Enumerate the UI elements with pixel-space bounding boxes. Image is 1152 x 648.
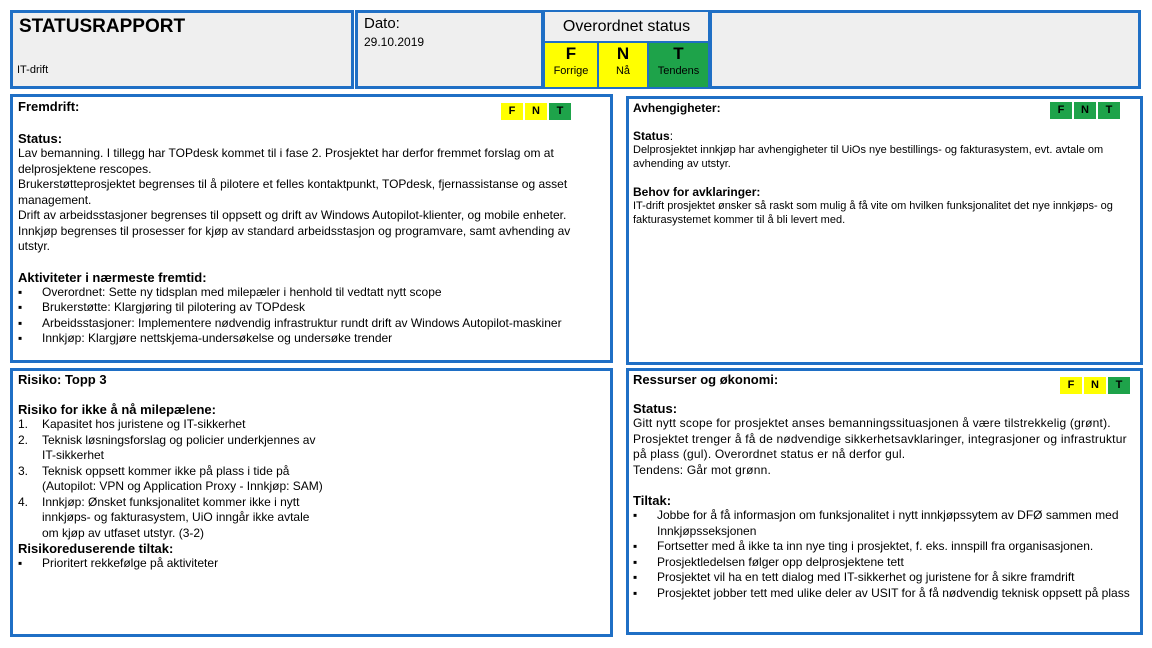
list-item: [18, 556, 605, 572]
bullet-marker: ▪: [633, 585, 638, 600]
fremdrift-status-text: [18, 146, 605, 255]
status-naa: [599, 43, 649, 87]
actions-list: [633, 508, 1136, 601]
list-item-text: Kapasitet hos juristene og IT-sikkerhet: [42, 417, 246, 431]
status-letter: T: [673, 44, 684, 63]
list-item-text: Overordnet: Sette ny tidsplan med milepæler i henhold til vedtatt nytt scope: [42, 284, 442, 299]
status-letter: F: [565, 44, 577, 63]
report-subtitle: IT-drift: [17, 64, 49, 76]
avh-status-label: Status: [633, 129, 670, 143]
list-item-text: Innkjøp: Klargjøre nettskjema-undersøkelse og undersøke trender: [42, 331, 393, 345]
status-paragraph: Gitt nytt scope for prosjektet anses bemanningssituasjonen å være tilstrekkelig (grønt). Prosjektet trenger å få de nødvendige sikkerhetsavklaringer, integrasjoner og infrastruktur på plass (gul). Overordnet status er nå derfor gul.: [633, 416, 1127, 461]
status-caption: Nå: [615, 65, 631, 77]
report-title: STATUSRAPPORT: [19, 16, 186, 37]
status-caption: Tendens: [657, 65, 700, 77]
list-item: [18, 300, 605, 316]
overall-status-label: Overordnet status: [545, 12, 708, 43]
list-item-text: Fortsetter med å ikke ta inn nye ting i prosjektet, f. eks. innspill fra organisasjonen.: [657, 539, 1094, 553]
avh-needs-label: Behov for avklaringer:: [633, 185, 761, 199]
risiko-title: Risiko: Topp 3: [18, 372, 107, 387]
bullet-marker: ▪: [18, 556, 23, 570]
fnt-f: F: [1050, 102, 1072, 119]
status-paragraph: Tendens: Går mot grønn.: [633, 462, 771, 477]
avh-status-text: Delprosjektet innkjøp har avhengigheter til UiOs nye bestillings- og fakturasystem, evt. avtale om avhending av utstyr.: [633, 144, 1104, 170]
list-item-text: Jobbe for å få informasjon om funksjonalitet i nytt innkjøpssytem av DFØ sammen med Innkjøpsseksjonen: [657, 508, 1119, 538]
date-box: [355, 10, 544, 89]
bullet-marker: ▪: [18, 300, 23, 314]
fnt-n: N: [1084, 377, 1106, 394]
res-status-text: [633, 416, 1136, 478]
bullet-marker: ▪: [18, 284, 23, 299]
list-item: [18, 316, 605, 332]
ressurser-title: Ressurser og økonomi:: [633, 372, 779, 387]
fremdrift-fnt: [501, 103, 573, 120]
ressurser-panel: [626, 368, 1143, 635]
fnt-f: F: [501, 103, 523, 120]
ressurser-fnt: [1060, 377, 1132, 394]
title-box: [10, 10, 354, 89]
list-item-text: Prosjektet vil ha en tett dialog med IT-sikkerhet og juristene for å sikre framdrift: [657, 570, 1075, 584]
list-item: [633, 586, 1136, 602]
list-item: [18, 464, 328, 495]
list-item-text: Arbeidsstasjoner: Implementere nødvendig infrastruktur rundt drift av Windows Autopilot-maskiner: [42, 315, 562, 330]
bullet-marker: ▪: [18, 331, 23, 345]
status-tendens: [649, 43, 708, 87]
status-paragraph: Drift av arbeidsstasjoner begrenses til oppsett og drift av Windows Autopilot-klienter, og mobile enheter.: [18, 208, 567, 222]
fnt-t: T: [1098, 102, 1120, 119]
status-caption: Forrige: [553, 65, 589, 77]
list-item: [18, 417, 328, 433]
avhengigheter-fnt: [1050, 102, 1122, 119]
list-item-text: Brukerstøtte: Klargjøring til pilotering av TOPdesk: [42, 300, 305, 314]
fnt-n: N: [525, 103, 547, 120]
fnt-f: F: [1060, 377, 1082, 394]
date-value: 29.10.2019: [364, 35, 425, 49]
risiko-sub-label: Risiko for ikke å nå milepælene:: [18, 402, 216, 417]
overall-status: [543, 10, 710, 89]
list-item: [18, 495, 328, 542]
list-item: [633, 570, 1136, 586]
bullet-marker: 1.: [18, 417, 29, 431]
list-item-text: Teknisk løsningsforslag og policier underkjennes av IT-sikkerhet: [42, 432, 316, 462]
fnt-t: T: [549, 103, 571, 120]
bullet-marker: 3.: [18, 463, 29, 478]
fremdrift-title: Fremdrift:: [18, 99, 80, 114]
res-status-label: Status:: [633, 401, 678, 416]
bullet-marker: ▪: [633, 539, 638, 553]
list-item-text: Prosjektet jobber tett med ulike deler av USIT for å få nødvendig teknisk oppsett på plass: [657, 585, 1130, 600]
bullet-marker: 2.: [18, 432, 29, 447]
list-item: [18, 331, 605, 347]
fnt-n: N: [1074, 102, 1096, 119]
avhengigheter-title: Avhengigheter:: [633, 101, 721, 115]
list-item-text: Prosjektledelsen følger opp delprosjektene tett: [657, 554, 904, 569]
list-item: [633, 539, 1136, 555]
bullet-marker: 4.: [18, 494, 29, 509]
measures-list: [18, 556, 605, 572]
status-forrige: [545, 43, 599, 87]
bullet-marker: ▪: [633, 508, 638, 522]
avh-needs-text: IT-drift prosjektet ønsker så raskt som mulig å få vite om hvilken funksjonalitet det nye innkjøps- og fakturasystemet kommer til å bli levert med.: [633, 200, 1113, 226]
bullet-marker: ▪: [633, 570, 638, 584]
bullet-marker: ▪: [18, 315, 23, 330]
overall-status-cells: [545, 43, 708, 87]
status-letter: N: [616, 44, 630, 63]
fremdrift-panel: [10, 94, 613, 363]
status-paragraph: Lav bemanning. I tillegg har TOPdesk kommet til i fase 2. Prosjektet har derfor fremmet forslag om at delprosjektene rescopes.: [18, 146, 554, 176]
list-item-text: Prioritert rekkefølge på aktiviteter: [42, 556, 219, 570]
status-paragraph: Innkjøp begrenses til prosesser for kjøp av standard arbeidsstasjon og programvare, samt avhending av utstyr.: [18, 223, 571, 253]
fremdrift-status-label: Status:: [18, 131, 63, 146]
measures-label: Risikoreduserende tiltak:: [18, 541, 174, 556]
activities-list: [18, 285, 605, 347]
list-item: [18, 285, 605, 301]
actions-label: Tiltak:: [633, 493, 672, 508]
list-item-text: Innkjøp: Ønsket funksjonalitet kommer ikke i nytt innkjøps- og fakturasystem, UiO inngår ikke avtale om kjøp av utfaset utstyr. (3-2): [42, 494, 310, 540]
status-paragraph: Brukerstøtteprosjektet begrenses til å pilotere et felles kontaktpunkt, TOPdesk, fjernassistanse og asset management.: [18, 177, 568, 207]
list-item: [18, 433, 328, 464]
avhengigheter-panel: Avhengigheter: F N T Status: Delprosjektet innkjøp har avhengigheter til UiOs nye bestillings- og fakturasystem, evt. avtale om avhending av utstyr. Behov for avklaringer: IT-drift prosjektet ønsker så raskt som mulig å få vite om hvilken funksjonalitet det nye innkjøps- og fakturasystemet kommer til å bli levert med.: [626, 96, 1143, 365]
risiko-panel: [10, 368, 613, 637]
list-item: [633, 508, 1136, 539]
header-right-box: [709, 10, 1141, 89]
activities-label: Aktiviteter i nærmeste fremtid:: [18, 269, 207, 285]
risiko-list: [18, 417, 328, 541]
fnt-t: T: [1108, 377, 1130, 394]
list-item: [633, 555, 1136, 571]
bullet-marker: ▪: [633, 554, 638, 569]
list-item-text: Teknisk oppsett kommer ikke på plass i tide på (Autopilot: VPN og Application Proxy - Innkjøp: SAM): [42, 463, 323, 493]
date-label: Dato:: [364, 15, 400, 32]
